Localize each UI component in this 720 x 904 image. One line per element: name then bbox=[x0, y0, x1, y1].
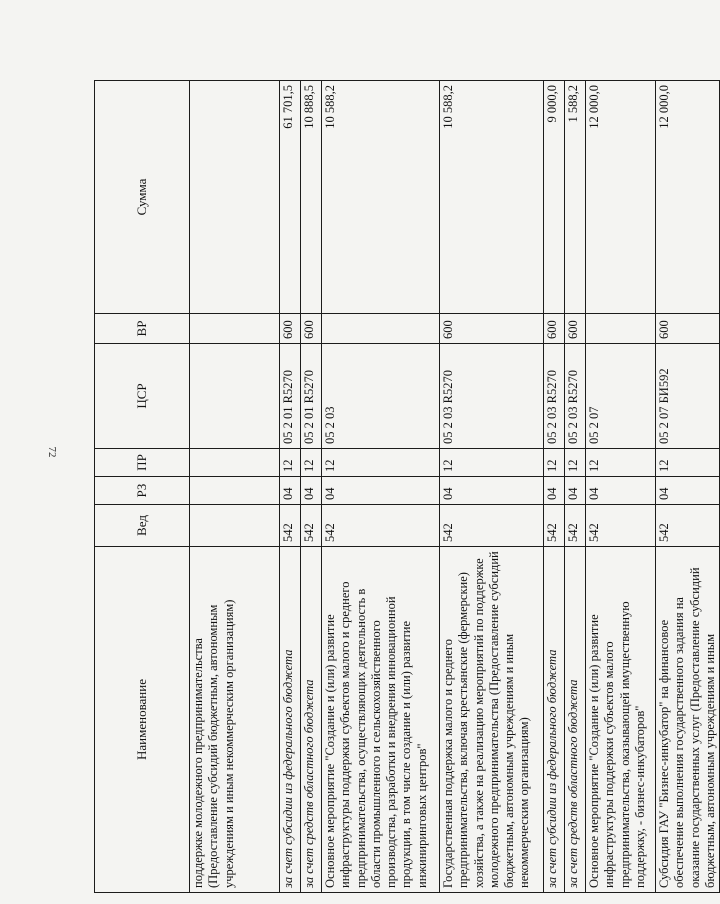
row-csr: 05 2 01 R5270 bbox=[301, 344, 322, 449]
rotated-page-content bbox=[94, 81, 717, 893]
row-csr: 05 2 03 R5270 bbox=[440, 344, 544, 449]
page-number: 72 bbox=[46, 446, 58, 458]
row-ved: 542 bbox=[440, 505, 544, 547]
row-ved: 542 bbox=[565, 505, 586, 547]
row-sum: 61 701,5 bbox=[280, 81, 301, 314]
row-name: за счет средств областного бюджета bbox=[301, 547, 322, 893]
row-rz: 04 bbox=[301, 477, 322, 505]
row-ved: 542 bbox=[656, 505, 720, 547]
table-row bbox=[656, 81, 720, 893]
table-row bbox=[565, 81, 586, 893]
row-vr bbox=[586, 314, 656, 344]
row-vr: 600 bbox=[301, 314, 322, 344]
row-vr: 600 bbox=[280, 314, 301, 344]
row-pr: 12 bbox=[440, 449, 544, 477]
header-ved: Вед bbox=[95, 505, 190, 547]
row-name: Субсидия ГАУ "Бизнес-инкубатор" на финансовое обеспечение выполнения государственного задания на оказание государственных услуг (Предоставление субсидий бюджетным, автономным учреждениям и иным bbox=[656, 547, 720, 893]
row-ved: 542 bbox=[280, 505, 301, 547]
row-pr bbox=[190, 449, 280, 477]
row-pr: 12 bbox=[565, 449, 586, 477]
row-name: за счет субсидии из федерального бюджета bbox=[544, 547, 565, 893]
row-vr bbox=[190, 314, 280, 344]
row-pr: 12 bbox=[656, 449, 720, 477]
row-sum: 12 000,0 bbox=[656, 81, 720, 314]
header-csr: ЦСР bbox=[95, 344, 190, 449]
row-sum: 9 000,0 bbox=[544, 81, 565, 314]
table-row bbox=[440, 81, 544, 893]
row-name: Государственная поддержка малого и среднего предпринимательства, включая крестьянские (фермерские) хозяйства, а также на реализацию мероприятий по поддержке молодежного предпринимательства (Предоставление субсидий бюджетным, автономным учреждениям и иным некоммерческим организациям) bbox=[440, 547, 544, 893]
row-vr: 600 bbox=[565, 314, 586, 344]
row-rz: 04 bbox=[565, 477, 586, 505]
row-sum: 10 588,2 bbox=[322, 81, 440, 314]
row-ved: 542 bbox=[322, 505, 440, 547]
table-row bbox=[586, 81, 656, 893]
table-row bbox=[190, 81, 280, 893]
row-rz: 04 bbox=[440, 477, 544, 505]
row-ved: 542 bbox=[544, 505, 565, 547]
row-sum bbox=[190, 81, 280, 314]
row-name: за счет средств областного бюджета bbox=[565, 547, 586, 893]
row-csr: 05 2 07 bbox=[586, 344, 656, 449]
row-sum: 12 000,0 bbox=[586, 81, 656, 314]
row-csr bbox=[190, 344, 280, 449]
row-pr: 12 bbox=[280, 449, 301, 477]
row-pr: 12 bbox=[544, 449, 565, 477]
row-sum: 1 588,2 bbox=[565, 81, 586, 314]
row-ved: 542 bbox=[301, 505, 322, 547]
row-pr: 12 bbox=[322, 449, 440, 477]
header-name: Наименование bbox=[95, 547, 190, 893]
row-csr: 05 2 03 R5270 bbox=[544, 344, 565, 449]
header-pr: ПР bbox=[95, 449, 190, 477]
row-vr: 600 bbox=[544, 314, 565, 344]
budget-table bbox=[94, 80, 720, 893]
table-header-row bbox=[95, 81, 190, 893]
row-sum: 10 588,2 bbox=[440, 81, 544, 314]
row-sum: 10 888,5 bbox=[301, 81, 322, 314]
header-sum: Сумма bbox=[95, 81, 190, 314]
row-name: Основное мероприятие "Создание и (или) развитие инфраструктуры поддержки субъектов малого предпринимательства, оказывающей имущественную поддержку, - бизнес-инкубаторов" bbox=[586, 547, 656, 893]
row-vr: 600 bbox=[440, 314, 544, 344]
row-csr: 05 2 03 bbox=[322, 344, 440, 449]
row-csr: 05 2 03 R5270 bbox=[565, 344, 586, 449]
row-name: поддержке молодежного предпринимательства (Предоставление субсидий бюджетным, автономным учреждениям и иным некоммерческим организациям) bbox=[190, 547, 280, 893]
header-vr: ВР bbox=[95, 314, 190, 344]
row-rz bbox=[190, 477, 280, 505]
row-pr: 12 bbox=[301, 449, 322, 477]
row-vr: 600 bbox=[656, 314, 720, 344]
row-rz: 04 bbox=[322, 477, 440, 505]
row-pr: 12 bbox=[586, 449, 656, 477]
row-rz: 04 bbox=[656, 477, 720, 505]
header-rz: РЗ bbox=[95, 477, 190, 505]
row-name: за счет субсидии из федерального бюджета bbox=[280, 547, 301, 893]
row-vr bbox=[322, 314, 440, 344]
row-rz: 04 bbox=[586, 477, 656, 505]
row-rz: 04 bbox=[544, 477, 565, 505]
table-row bbox=[301, 81, 322, 893]
row-name: Основное мероприятие "Создание и (или) развитие инфраструктуры поддержки субъектов малого и среднего предпринимательства, осуществляющих деятельность в области промышленного и сельскохозяйственного производства, разработки и внедрения инновационной продукции, в том числе создание и (или) развитие инжиниринговых центров" bbox=[322, 547, 440, 893]
row-csr: 05 2 01 R5270 bbox=[280, 344, 301, 449]
row-rz: 04 bbox=[280, 477, 301, 505]
table-row bbox=[280, 81, 301, 893]
row-ved: 542 bbox=[586, 505, 656, 547]
row-csr: 05 2 07 БИ592 bbox=[656, 344, 720, 449]
table-row bbox=[544, 81, 565, 893]
table-row bbox=[322, 81, 440, 893]
row-ved bbox=[190, 505, 280, 547]
